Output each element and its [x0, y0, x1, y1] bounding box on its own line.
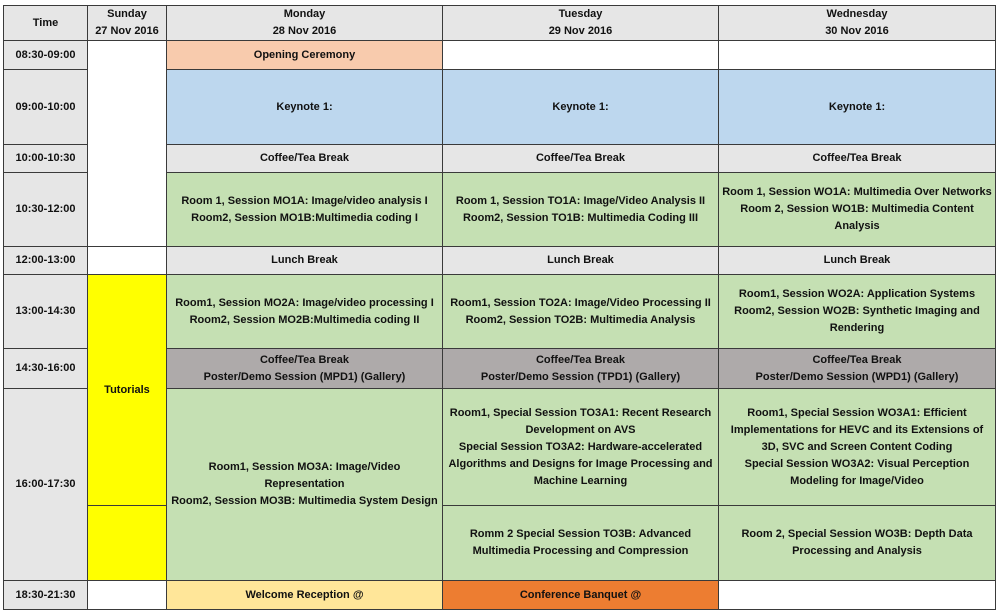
- sunday-evening-empty: [88, 581, 167, 610]
- time-cell: 10:30-12:00: [4, 173, 88, 247]
- time-cell: 08:30-09:00: [4, 41, 88, 70]
- wednesday-session-3b: Room 2, Special Session WO3B: Depth Data Processing and Analysis: [719, 506, 996, 581]
- wednesday-poster-session: Coffee/Tea Break Poster/Demo Session (WPD1) (Gallery): [719, 349, 996, 389]
- tuesday-conference-banquet: Conference Banquet @: [443, 581, 719, 610]
- time-cell: 13:00-14:30: [4, 275, 88, 349]
- monday-lunch-break: Lunch Break: [167, 247, 443, 275]
- sunday-tutorials: Tutorials: [88, 275, 167, 506]
- wednesday-0830-empty: [719, 41, 996, 70]
- time-cell: 09:00-10:00: [4, 70, 88, 145]
- schedule-table: [3, 5, 996, 610]
- wednesday-evening-empty: [719, 581, 996, 610]
- sunday-tutorials-cont: [88, 506, 167, 581]
- tuesday-session-3b: Romm 2 Special Session TO3B: Advanced Multimedia Processing and Compression: [443, 506, 719, 581]
- wednesday-session-3a: Room1, Special Session WO3A1: Efficient Implementations for HEVC and its Extensions of 3D, SVC and Screen Content Coding Special Session WO3A2: Visual Perception Modeling for Image/Video: [719, 389, 996, 506]
- tuesday-keynote: Keynote 1:: [443, 70, 719, 145]
- tuesday-lunch-break: Lunch Break: [443, 247, 719, 275]
- wednesday-session-2: Room1, Session WO2A: Application Systems Room2, Session WO2B: Synthetic Imaging and Rendering: [719, 275, 996, 349]
- time-cell: 16:00-17:30: [4, 389, 88, 581]
- wednesday-session-1: Room 1, Session WO1A: Multimedia Over Networks Room 2, Session WO1B: Multimedia Content Analysis: [719, 173, 996, 247]
- row-1830: [4, 581, 996, 610]
- time-cell: 10:00-10:30: [4, 145, 88, 173]
- monday-opening-ceremony: Opening Ceremony: [167, 41, 443, 70]
- header-row: [4, 6, 996, 41]
- row-0830: [4, 41, 996, 70]
- monday-session-3: Room1, Session MO3A: Image/Video Representation Room2, Session MO3B: Multimedia System Design: [167, 389, 443, 581]
- wednesday-lunch-break: Lunch Break: [719, 247, 996, 275]
- wednesday-keynote: Keynote 1:: [719, 70, 996, 145]
- tuesday-poster-session: Coffee/Tea Break Poster/Demo Session (TPD1) (Gallery): [443, 349, 719, 389]
- tuesday-coffee-break: Coffee/Tea Break: [443, 145, 719, 173]
- time-cell: 14:30-16:00: [4, 349, 88, 389]
- header-wednesday: Wednesday 30 Nov 2016: [719, 6, 996, 41]
- tuesday-0830-empty: [443, 41, 719, 70]
- row-1200: [4, 247, 996, 275]
- sunday-noon-empty: [88, 247, 167, 275]
- time-cell: 18:30-21:30: [4, 581, 88, 610]
- monday-session-2: Room1, Session MO2A: Image/video processing I Room2, Session MO2B:Multimedia coding II: [167, 275, 443, 349]
- header-monday: Monday 28 Nov 2016: [167, 6, 443, 41]
- monday-session-1: Room 1, Session MO1A: Image/video analysis I Room2, Session MO1B:Multimedia coding I: [167, 173, 443, 247]
- wednesday-coffee-break: Coffee/Tea Break: [719, 145, 996, 173]
- monday-poster-session: Coffee/Tea Break Poster/Demo Session (MPD1) (Gallery): [167, 349, 443, 389]
- monday-keynote: Keynote 1:: [167, 70, 443, 145]
- row-1300: [4, 275, 996, 349]
- tuesday-session-2: Room1, Session TO2A: Image/Video Processing II Room2, Session TO2B: Multimedia Analysis: [443, 275, 719, 349]
- header-time: Time: [4, 6, 88, 41]
- sunday-empty-morning: [88, 41, 167, 247]
- tuesday-session-3a: Room1, Special Session TO3A1: Recent Research Development on AVS Special Session TO3A2: Hardware-accelerated Algorithms and Designs for Image Processing and Machine Learning: [443, 389, 719, 506]
- monday-welcome-reception: Welcome Reception @: [167, 581, 443, 610]
- header-tuesday: Tuesday 29 Nov 2016: [443, 6, 719, 41]
- row-1600-b: [4, 506, 996, 581]
- tuesday-session-1: Room 1, Session TO1A: Image/Video Analysis II Room2, Session TO1B: Multimedia Coding III: [443, 173, 719, 247]
- time-cell: 12:00-13:00: [4, 247, 88, 275]
- header-sunday: Sunday 27 Nov 2016: [88, 6, 167, 41]
- monday-coffee-break: Coffee/Tea Break: [167, 145, 443, 173]
